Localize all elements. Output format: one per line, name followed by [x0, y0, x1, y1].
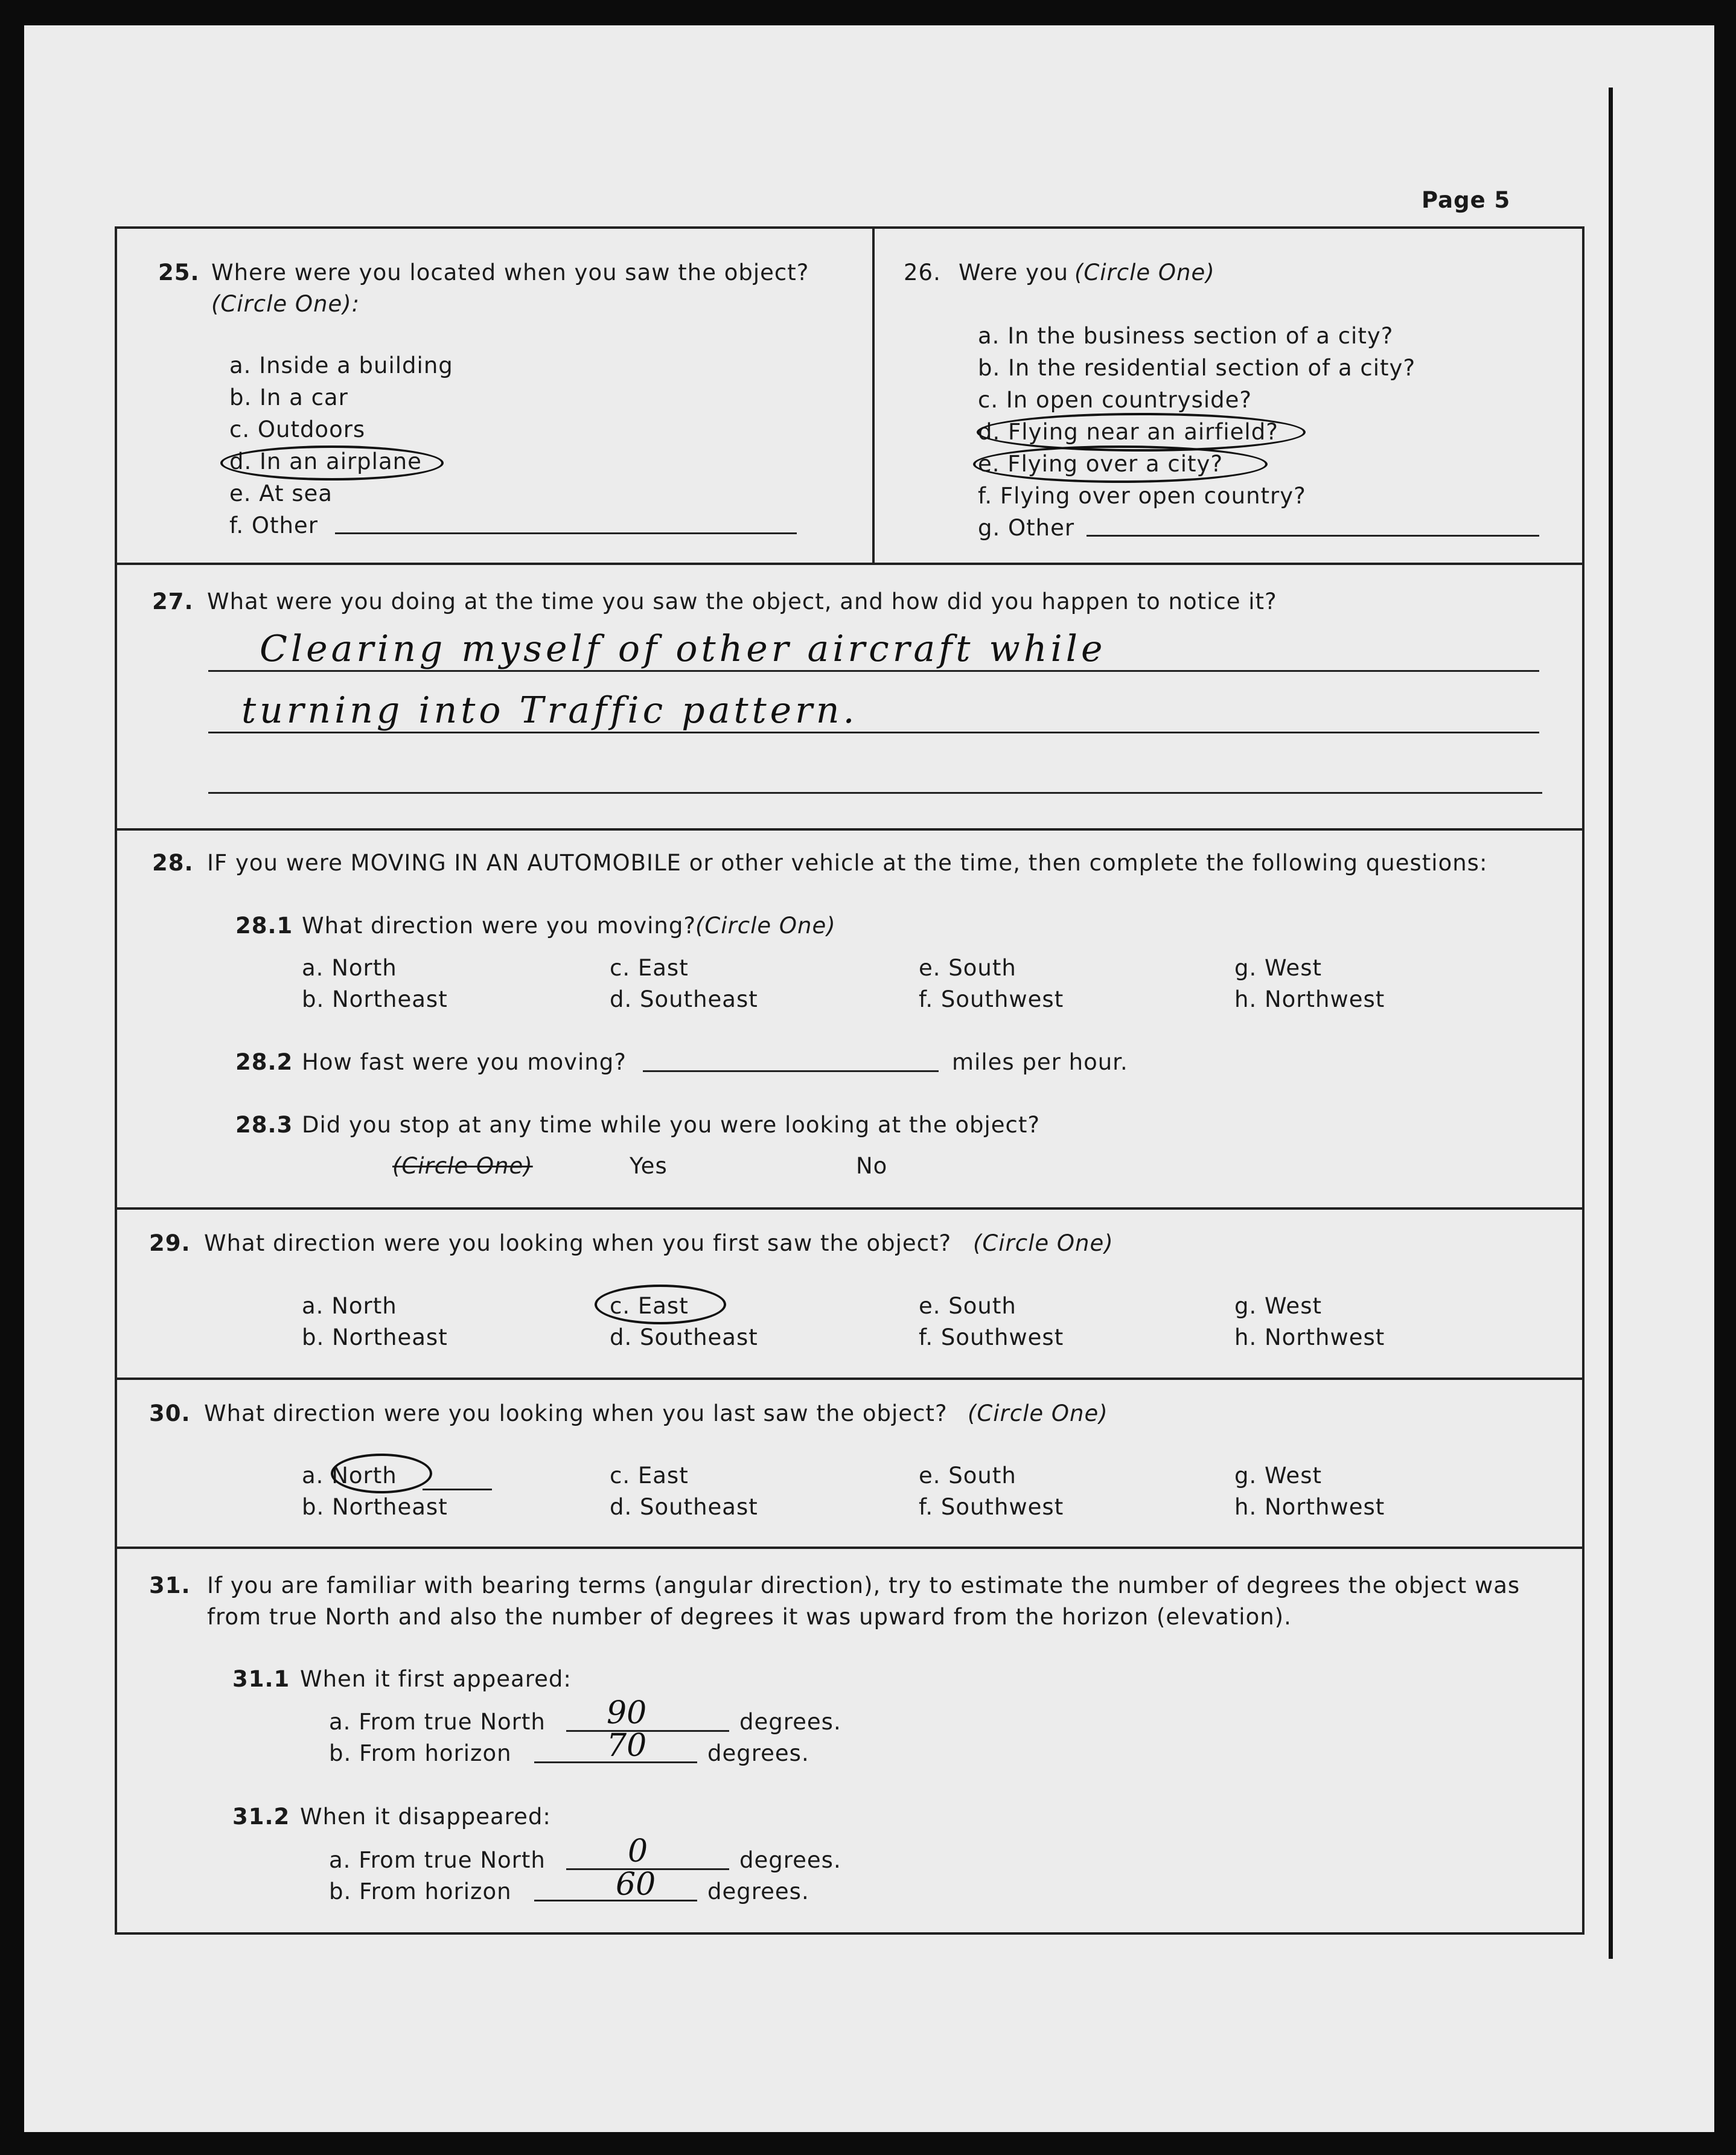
- q28-3-yes-option[interactable]: Yes: [630, 1153, 668, 1179]
- scan-edge-mark: [1609, 88, 1613, 1959]
- q30-option-a[interactable]: a. North: [302, 1463, 397, 1489]
- q29-question: What direction were you looking when you first saw the object?: [204, 1230, 952, 1256]
- q28-1-option-d[interactable]: d. Southeast: [610, 986, 758, 1012]
- q27-answer-line-2: turning into Traffic pattern.: [241, 689, 858, 732]
- q31-2-north-value: 0: [628, 1833, 648, 1869]
- q28-1-option-b[interactable]: b. Northeast: [302, 986, 448, 1012]
- q26-other-line[interactable]: [1087, 535, 1539, 537]
- q30-instruction: (Circle One): [968, 1400, 1108, 1426]
- q28-1-question: What direction were you moving?: [302, 913, 697, 939]
- q26-option-g[interactable]: g. Other: [978, 515, 1075, 541]
- q31-1-north-value: 90: [607, 1695, 647, 1731]
- q31-1-horizon-value: 70: [607, 1728, 647, 1764]
- q31-2-horizon-unit: degrees.: [707, 1879, 809, 1904]
- q25-option-a[interactable]: a. Inside a building: [229, 353, 453, 378]
- q28-2-number: 28.2: [235, 1049, 293, 1075]
- q29-option-c[interactable]: c. East: [610, 1293, 689, 1319]
- q25-option-f[interactable]: f. Other: [229, 512, 318, 538]
- q31-number: 31.: [149, 1572, 191, 1598]
- q26-option-c[interactable]: c. In open countryside?: [978, 387, 1253, 413]
- q31-1-north-label: a. From true North: [329, 1709, 546, 1735]
- q26-option-a[interactable]: a. In the business section of a city?: [978, 323, 1394, 349]
- q31-1-horizon-label: b. From horizon: [329, 1740, 512, 1766]
- q29-number: 29.: [149, 1230, 191, 1256]
- q29-instruction: (Circle One): [973, 1230, 1114, 1256]
- q28-number: 28.: [152, 850, 194, 876]
- q26-number: 26.: [904, 260, 941, 286]
- q26-option-b[interactable]: b. In the residential section of a city?: [978, 355, 1416, 381]
- q25-option-c[interactable]: c. Outdoors: [229, 417, 366, 442]
- q31-1-north-field[interactable]: [566, 1730, 729, 1732]
- q25-number: 25.: [158, 260, 200, 286]
- q28-1-option-c[interactable]: c. East: [610, 955, 689, 981]
- q29-option-b[interactable]: b. Northeast: [302, 1324, 448, 1350]
- q28-1-option-e[interactable]: e. South: [919, 955, 1016, 981]
- q27-number: 27.: [152, 589, 194, 615]
- q25-q26-divider: [872, 228, 875, 563]
- q31-1-north-unit: degrees.: [739, 1709, 841, 1735]
- q25-option-d-circle-mark: [220, 445, 444, 480]
- q29-option-a[interactable]: a. North: [302, 1293, 397, 1319]
- q30-option-g[interactable]: g. West: [1234, 1463, 1322, 1489]
- q30-option-h[interactable]: h. Northwest: [1234, 1494, 1385, 1520]
- q31-2-north-label: a. From true North: [329, 1847, 546, 1873]
- q31-2-horizon-value: 60: [616, 1866, 656, 1903]
- q28-1-option-g[interactable]: g. West: [1234, 955, 1322, 981]
- q29-option-f[interactable]: f. Southwest: [919, 1324, 1064, 1350]
- q28-1-number: 28.1: [235, 913, 293, 939]
- q29-option-h[interactable]: h. Northwest: [1234, 1324, 1385, 1350]
- q25-option-b[interactable]: b. In a car: [229, 385, 348, 410]
- q31-2-horizon-label: b. From horizon: [329, 1879, 512, 1904]
- q26-option-e-circle-mark: [973, 445, 1268, 483]
- q30-option-a-circle-mark: [331, 1454, 432, 1493]
- q26-question: Were you: [959, 260, 1069, 286]
- q29-option-c-circle-mark: [595, 1285, 726, 1324]
- divider-27: [115, 563, 1584, 565]
- q29-option-d[interactable]: d. Southeast: [610, 1324, 758, 1350]
- q27-question: What were you doing at the time you saw the object, and how did you happen to notice it?: [207, 589, 1277, 615]
- q28-1-option-f[interactable]: f. Southwest: [919, 986, 1064, 1012]
- q26-option-f[interactable]: f. Flying over open country?: [978, 483, 1306, 509]
- q30-option-e[interactable]: e. South: [919, 1463, 1016, 1489]
- q29-option-e[interactable]: e. South: [919, 1293, 1016, 1319]
- q28-2-unit: miles per hour.: [952, 1049, 1128, 1075]
- q28-question: IF you were MOVING IN AN AUTOMOBILE or other vehicle at the time, then complete the following questions:: [207, 850, 1488, 876]
- q25-option-e[interactable]: e. At sea: [229, 480, 333, 506]
- q28-2-question: How fast were you moving?: [302, 1049, 627, 1075]
- q27-answer-line-1: Clearing myself of other aircraft while: [260, 628, 1106, 670]
- divider-31: [115, 1547, 1584, 1549]
- q25-option-d[interactable]: d. In an airplane: [229, 449, 422, 474]
- q28-1-instruction: (Circle One): [695, 913, 836, 939]
- divider-29: [115, 1207, 1584, 1210]
- q31-1-title: When it first appeared:: [300, 1666, 572, 1692]
- q30-option-b[interactable]: b. Northeast: [302, 1494, 448, 1520]
- q31-1-horizon-unit: degrees.: [707, 1740, 809, 1766]
- q25-other-line[interactable]: [335, 532, 797, 534]
- q29-option-g[interactable]: g. West: [1234, 1293, 1322, 1319]
- q26-option-d[interactable]: d. Flying near an airfield?: [978, 419, 1278, 445]
- q31-question-line-2: from true North and also the number of degrees it was upward from the horizon (elevation).: [207, 1604, 1292, 1630]
- q30-option-f[interactable]: f. Southwest: [919, 1494, 1064, 1520]
- q25-question: Where were you located when you saw the object?: [211, 260, 809, 286]
- q31-2-number: 31.2: [232, 1804, 290, 1830]
- q27-line-1[interactable]: [208, 670, 1539, 672]
- q26-option-e[interactable]: e. Flying over a city?: [978, 451, 1224, 477]
- q27-line-2[interactable]: [208, 732, 1539, 733]
- q31-question-line-1: If you are familiar with bearing terms (angular direction), try to estimate the number of degrees the object was: [207, 1572, 1521, 1598]
- page-number: Page 5: [1422, 187, 1511, 213]
- q26-instruction: (Circle One): [1074, 260, 1215, 286]
- q31-1-number: 31.1: [232, 1666, 290, 1692]
- q28-1-option-h[interactable]: h. Northwest: [1234, 986, 1385, 1012]
- q31-2-north-unit: degrees.: [739, 1847, 841, 1873]
- q28-1-option-a[interactable]: a. North: [302, 955, 397, 981]
- q30-question: What direction were you looking when you last saw the object?: [204, 1400, 948, 1426]
- q28-3-question: Did you stop at any time while you were looking at the object?: [302, 1112, 1041, 1138]
- divider-30: [115, 1378, 1584, 1380]
- q28-3-number: 28.3: [235, 1112, 293, 1138]
- q30-number: 30.: [149, 1400, 191, 1426]
- q31-2-title: When it disappeared:: [300, 1804, 551, 1830]
- q28-3-no-option[interactable]: No: [856, 1153, 888, 1179]
- q30-option-c[interactable]: c. East: [610, 1463, 689, 1489]
- divider-28: [115, 828, 1584, 831]
- q28-3-instruction: (Circle One): [392, 1153, 533, 1179]
- q27-line-3[interactable]: [208, 792, 1542, 794]
- q25-instruction: (Circle One):: [211, 291, 360, 317]
- q30-option-a-underline-mark: [423, 1489, 492, 1490]
- q28-2-speed-field[interactable]: [643, 1070, 939, 1072]
- q30-option-d[interactable]: d. Southeast: [610, 1494, 758, 1520]
